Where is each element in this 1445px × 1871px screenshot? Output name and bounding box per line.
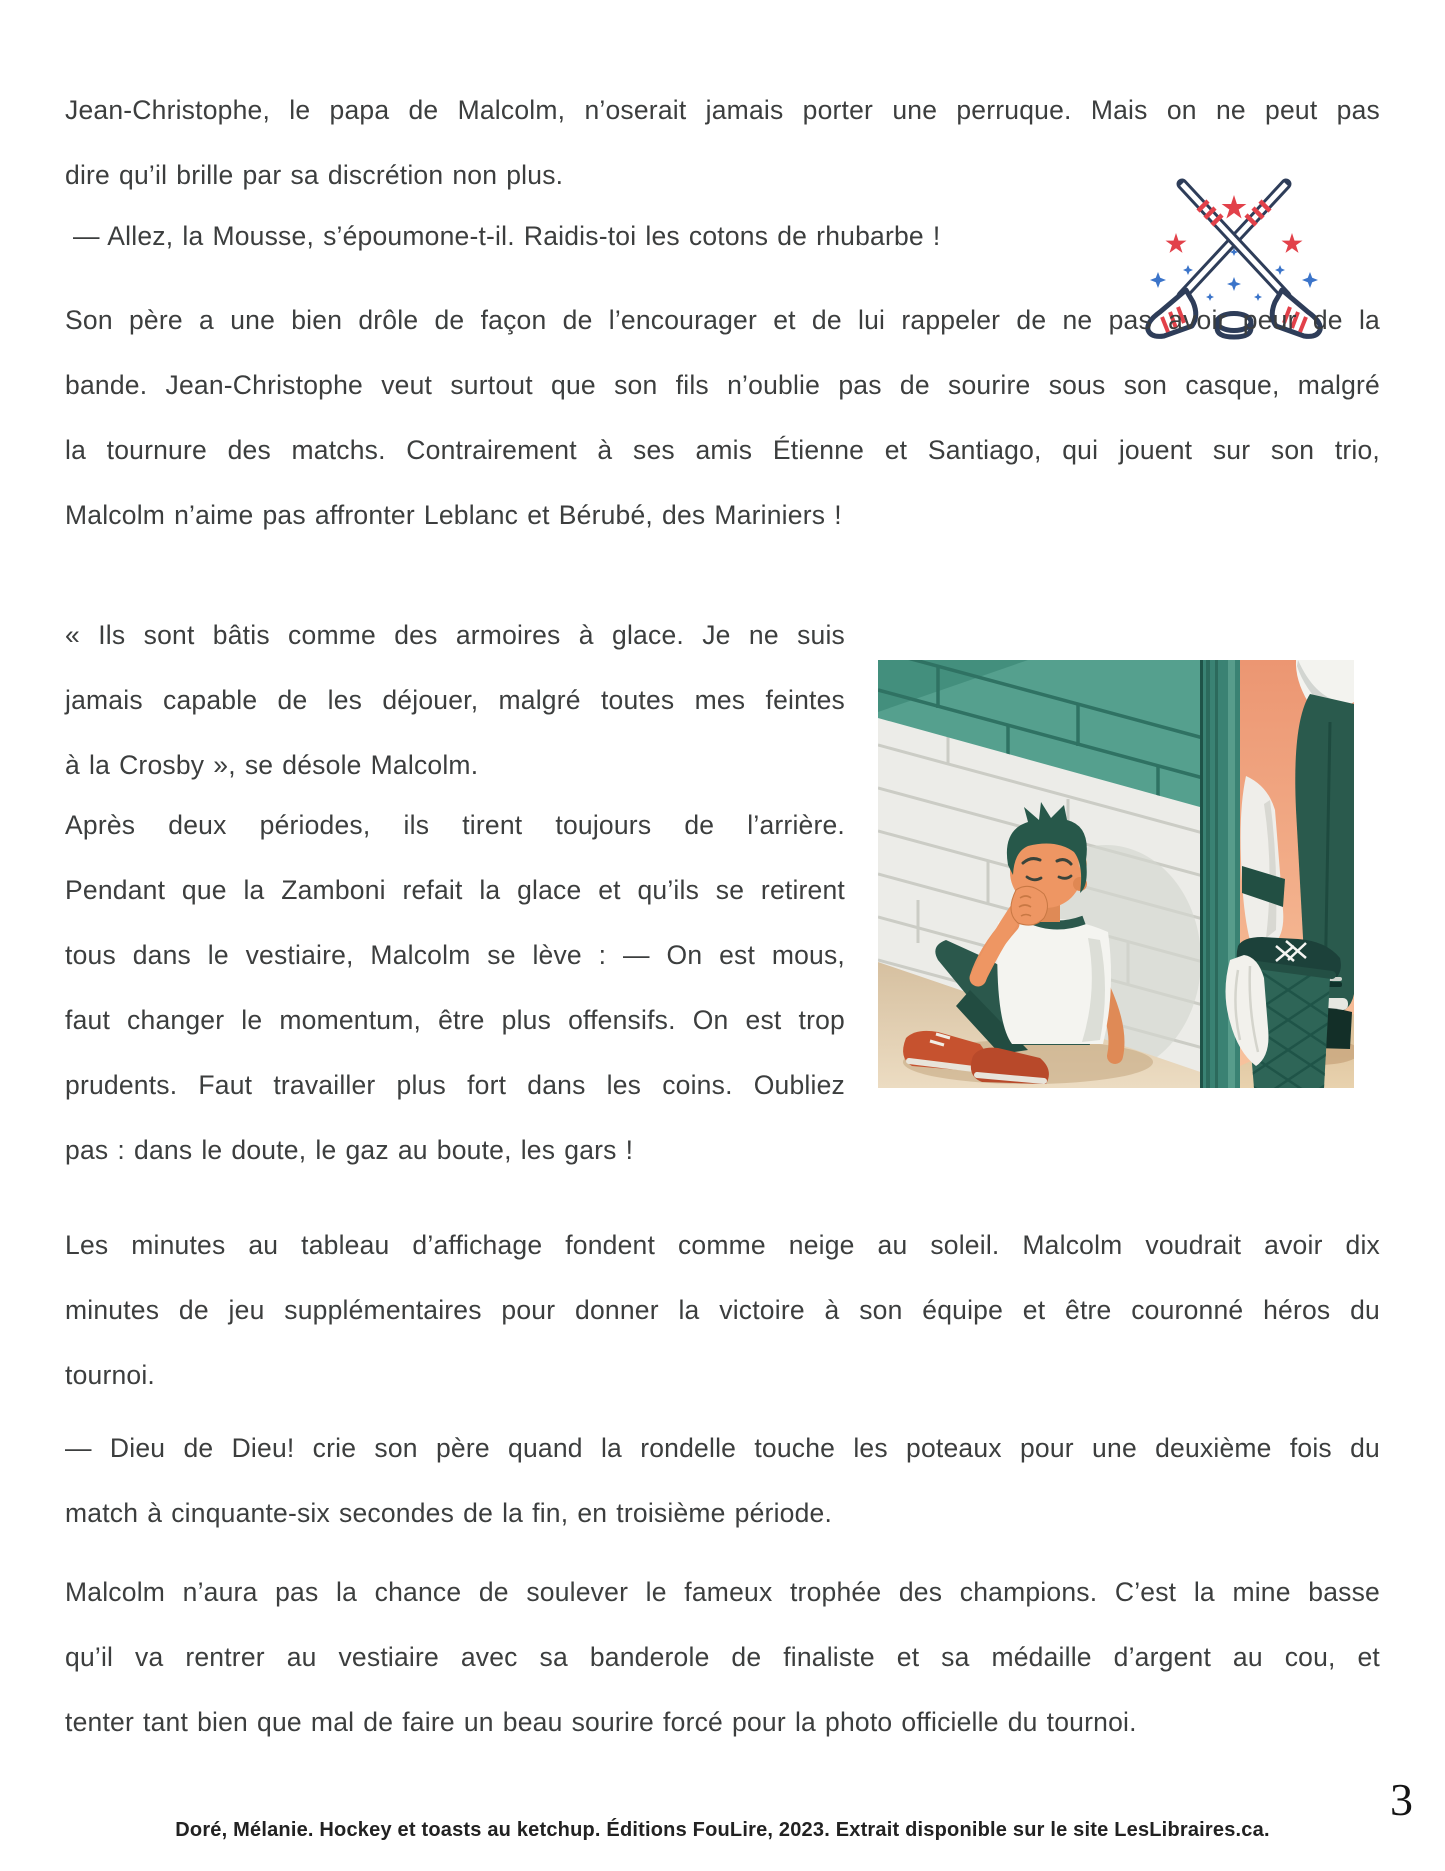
text-line: qu’il va rentrer au vestiaire avec sa banderole de finaliste et sa médaille d’argent au cou, et — [65, 1642, 1380, 1672]
text-line: Son père a une bien drôle de façon de l’encourager et de lui rappeler de ne pas avoir peur de la — [65, 305, 1380, 335]
text-line: tenter tant bien que mal de faire un beau sourire forcé pour la photo officielle du tournoi. — [65, 1707, 1137, 1737]
text-line: dire qu’il brille par sa discrétion non plus. — [65, 160, 564, 190]
text-line: Jean-Christophe, le papa de Malcolm, n’oserait jamais porter une perruque. Mais on ne peut pas — [65, 95, 1380, 125]
text-line: prudents. Faut travailler plus fort dans les coins. Oubliez — [65, 1070, 845, 1100]
paragraph-quote — [65, 603, 845, 798]
paragraph — [65, 1213, 1380, 1408]
text-line: « Ils sont bâtis comme des armoires à glace. Je ne suis — [65, 620, 845, 650]
text-line: — Allez, la Mousse, s’époumone-t-il. Raidis-toi les cotons de rhubarbe ! — [73, 221, 941, 251]
text-line: faut changer le momentum, être plus offensifs. On est trop — [65, 1005, 845, 1035]
paragraph — [65, 793, 845, 1183]
text-line: minutes de jeu supplémentaires pour donner la victoire à son équipe et être couronné héros du — [65, 1295, 1380, 1325]
locker-room-scene — [1226, 660, 1355, 1088]
text-line: à la Crosby », se désole Malcolm. — [65, 750, 479, 780]
text-line: Pendant que la Zamboni refait la glace et qu’ils se retirent — [65, 875, 845, 905]
sad-boy-locker-room-illustration — [878, 660, 1354, 1088]
citation-footer: Doré, Mélanie. Hockey et toasts au ketchup. Éditions FouLire, 2023. Extrait disponible sur le site LesLibraires.ca. — [175, 1819, 1270, 1841]
text-line: tous dans le vestiaire, Malcolm se lève : — On est mous, — [65, 940, 845, 970]
paragraph — [65, 1560, 1380, 1755]
text-line: Malcolm n’aura pas la chance de soulever le fameux trophée des champions. C’est la mine basse — [65, 1577, 1380, 1607]
text-line: — Dieu de Dieu! crie son père quand la rondelle touche les poteaux pour une deuxième fois du — [65, 1433, 1380, 1463]
page-number: 3 — [1390, 1774, 1413, 1825]
paragraph — [65, 1416, 1380, 1546]
text-line: Après deux périodes, ils tirent toujours de l’arrière. — [65, 810, 845, 840]
text-line: Malcolm n’aime pas affronter Leblanc et Bérubé, des Mariniers ! — [65, 500, 842, 530]
text-line: Les minutes au tableau d’affichage fondent comme neige au soleil. Malcolm voudrait avoir dix — [65, 1230, 1380, 1260]
text-line: match à cinquante-six secondes de la fin, en troisième période. — [65, 1498, 833, 1528]
text-line: la tournure des matchs. Contrairement à ses amis Étienne et Santiago, qui jouent sur son trio, — [65, 435, 1380, 465]
text-line: pas : dans le doute, le gaz au boute, les gars ! — [65, 1135, 634, 1165]
paragraph — [65, 288, 1380, 548]
text-line: tournoi. — [65, 1360, 155, 1390]
text-line: bande. Jean-Christophe veut surtout que son fils n’oublie pas de sourire sous son casque, malgré — [65, 370, 1380, 400]
text-line: jamais capable de les déjouer, malgré toutes mes feintes — [65, 685, 845, 715]
